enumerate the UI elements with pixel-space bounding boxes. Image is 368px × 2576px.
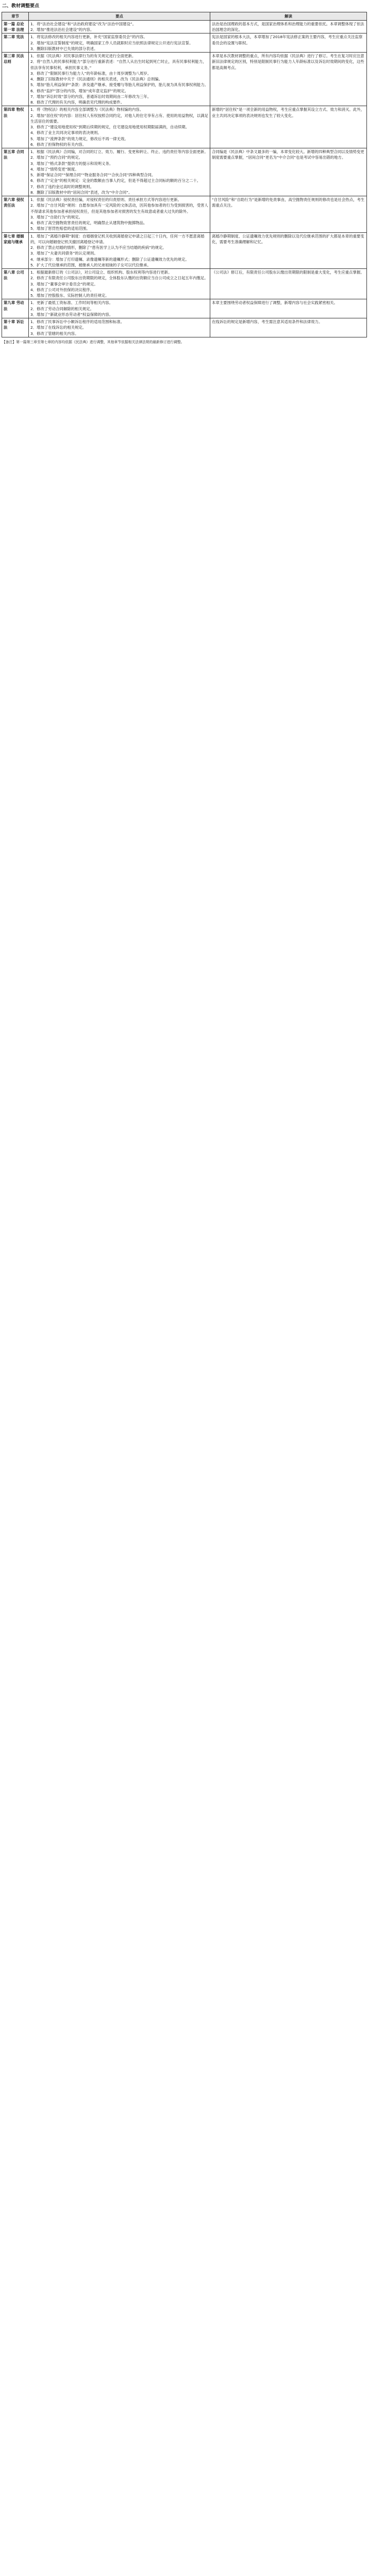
main-point-item: 1．依据《民法典》对民事法律行为的有关规定进行全面更新。 xyxy=(30,54,136,59)
chapter-cell: 第二章 宪法 xyxy=(2,33,29,53)
table-row xyxy=(2,269,367,299)
main-points-cell xyxy=(29,269,210,299)
main-point-item: 3．删除旧版教材中已失效的部分表述。 xyxy=(30,46,98,51)
table-row xyxy=(2,33,367,53)
interpretation-text: “自甘风险”和“自助行为”是新增的免责事由，高空抛物责任规则的修改也是社会热点，考生需重点关注。 xyxy=(212,197,365,208)
main-point-item: 4．修改了业主共同决定事项的表决规则。 xyxy=(30,130,102,135)
document-page xyxy=(0,0,368,348)
main-point-item: 2．修改了有限责任公司股东出资期限的规定，全体股东认缴的出资额应当自公司成立之日起五年内缴足。 xyxy=(30,276,208,281)
table-row xyxy=(2,196,367,233)
main-point-item: 4．继承部分：增加了打印遗嘱、录像遗嘱等新的遗嘱形式；删除了公证遗嘱效力优先的规定。 xyxy=(30,257,189,262)
main-point-item: 5．新增“保证合同”“保理合同”“物业服务合同”“合伙合同”四种典型合同。 xyxy=(30,173,156,178)
main-point-item: 4．删除了旧版教材中关于《民法通则》的相关表述，改为《民法典》总则编。 xyxy=(30,77,162,82)
interpretation-cell xyxy=(210,148,367,196)
main-points-cell xyxy=(29,318,210,337)
main-point-item: 4．修改了高空抛物致害责任的规定，明确禁止从建筑物中抛掷物品。 xyxy=(30,221,147,226)
main-points-cell xyxy=(29,33,210,53)
interpretation-text: 离婚冷静期制度、公证遗嘱效力优先规则的删除以及代位继承范围的扩大都是本章的重要变化，需要考生准确理解和记忆。 xyxy=(212,233,364,244)
interpretation-text: 本章主要围绕劳动者权益保障进行了调整，新增内容与社会实践紧密相关。 xyxy=(212,300,338,306)
chapter-cell: 第五章 合同法 xyxy=(2,148,29,196)
table-row xyxy=(2,53,367,106)
main-point-item: 8．修改了代理的有关内容，明确表见代理的构成要件。 xyxy=(30,100,125,105)
main-point-item: 2．增加“宪法宣誓制度”的规定，明确国家工作人员就职时应当依照法律规定公开进行宪法宣誓。 xyxy=(30,40,193,45)
main-point-item: 3．修改了“建设用地使用权”到期后续期的规定，住宅建设用地使用权期限届满的，自动续期。 xyxy=(30,125,189,130)
chapter-cell: 第九章 劳动法 xyxy=(2,299,29,318)
main-point-item: 1．修改了民事诉讼中小额诉讼程序的适用范围和标准。 xyxy=(30,319,125,325)
main-point-item: 6．修改“监护”部分的内容，增加“成年意定监护”的规定。 xyxy=(30,88,129,93)
interpretation-cell xyxy=(210,53,367,106)
interpretation-cell xyxy=(210,269,367,299)
main-point-item: 8．删除了旧版教材中的“居间合同”表述，改为“中介合同”。 xyxy=(30,190,132,195)
main-point-item: 3．增加了“夫妻共同债务”的认定规则。 xyxy=(30,251,98,256)
main-point-item: 3．增加了“董事会审计委员会”的规定。 xyxy=(30,281,98,286)
main-points-cell xyxy=(29,232,210,269)
interpretation-cell xyxy=(210,33,367,53)
interpretation-cell xyxy=(210,196,367,233)
main-points-cell xyxy=(29,106,210,148)
section-title: 二、教材调整要点 xyxy=(2,4,40,9)
chapter-cell: 第六章 侵权责任法 xyxy=(2,196,29,233)
main-point-item: 2．增加了“自甘风险”规则：自愿参加具有一定风险的文体活动，因其他参加者的行为受到损害的，受害人不得请求其他参加者承担侵权责任，但是其他参加者对损害的发生有故意或者重大过失的除外。 xyxy=(30,203,208,214)
main-point-item: 5．增加了“流押条款”的效力规定，修改后不再一律无效。 xyxy=(30,136,128,141)
main-point-item: 2．修改了劳动合同解除的相关规定。 xyxy=(30,306,94,311)
table-row xyxy=(2,20,367,33)
header-note: 解读 xyxy=(210,12,367,20)
main-point-item: 3．增加了“新就业形态劳动者”权益保障的内容。 xyxy=(30,312,113,317)
interpretation-text: 法治是治国理政的基本方式，是国家治理体系和治理能力的重要依托。本章调整体现了依法治国理念的深化。 xyxy=(212,21,364,32)
interpretation-text: 在线诉讼的规定是新增内容，考生需注意其适用条件和法律效力。 xyxy=(212,319,323,325)
main-point-item: 2．增加“推进法治社会建设”的内容。 xyxy=(30,27,94,32)
table-row xyxy=(2,299,367,318)
main-point-item: 1．将《物权法》的相关内容全部调整为《民法典》物权编的内容。 xyxy=(30,107,144,112)
chapter-cell: 第七章 婚姻家庭与继承 xyxy=(2,232,29,269)
table-row xyxy=(2,148,367,196)
interpretation-cell xyxy=(210,20,367,33)
main-point-item: 1．依据《民法典》侵权责任编，对侵权责任的归责原则、责任承担方式等内容进行更新。 xyxy=(30,197,181,202)
interpretation-cell xyxy=(210,106,367,148)
main-point-item: 1．根据《民法典》合同编，对合同的订立、效力、履行、变更和转让、终止、违约责任等内容全面更新。 xyxy=(30,149,208,155)
header-chapter: 章节 xyxy=(2,12,29,20)
main-point-item: 5．增加了控股股东、实际控制人的责任规定。 xyxy=(30,293,109,298)
interpretation-text: 合同编是《民法典》中条文最多的一编，本章变化较大。新增的四种典型合同以及情势变更制度需要重点掌握，“居间合同”更名为“中介合同”也是考试中容易出错的地方。 xyxy=(212,149,364,160)
table-row xyxy=(2,232,367,269)
main-point-item: 3．修改了管辖的相关内容。 xyxy=(30,331,79,336)
main-point-item: 2．修改了禁止结婚的情形，删除了“患有医学上认为不应当结婚的疾病”的规定。 xyxy=(30,245,166,250)
chapter-cell: 第八章 公司法 xyxy=(2,269,29,299)
interpretation-text: 本章是本次教材调整的重点，所有内容均依据《民法典》进行了修订。考生在复习时应注意新旧法律规定的区别，特别是限制民事行为能力人年龄标准以及诉讼时效期间的变化，这些都是高频考点。 xyxy=(212,54,364,70)
interpretation-text: 宪法是国家的根本大法，本章增加了2018年宪法修正案的主要内容，考生应重点关注监察委员会的设置与职权。 xyxy=(212,35,363,45)
table-row xyxy=(2,106,367,148)
main-point-item: 5．增加了惩罚性赔偿的适用范围。 xyxy=(30,226,90,231)
main-point-item: 4．修改了公司对外担保的决议程序。 xyxy=(30,287,94,292)
main-points-cell xyxy=(29,20,210,33)
main-point-item: 7．增加“诉讼时效”部分的内容，普通诉讼时效期间由二年修改为三年。 xyxy=(30,94,152,99)
main-point-item: 1．将宪法修改的相关内容进行更新，补充“国家监察委员会”的内容。 xyxy=(30,35,147,40)
header-main: 要点 xyxy=(29,12,210,20)
main-point-item: 2．增加了“预约合同”的规定。 xyxy=(30,155,83,160)
main-point-item: 1．将“法治社会建设”和“法治政府建设”改为“法治中国建设”。 xyxy=(30,21,137,26)
main-points-cell xyxy=(29,53,210,106)
main-point-item: 6．修改了担保物权的有关内容。 xyxy=(30,142,87,147)
main-points-cell xyxy=(29,148,210,196)
changes-table xyxy=(2,12,367,337)
chapter-cell: 第十章 诉讼法 xyxy=(2,318,29,337)
main-points-cell xyxy=(29,299,210,318)
table-body xyxy=(2,20,367,337)
main-point-item: 1．增加了“离婚冷静期”制度：自婚姻登记机关收到离婚登记申请之日起三十日内，任何一方不愿意离婚的，可以向婚姻登记机关撤回离婚登记申请。 xyxy=(30,233,205,244)
interpretation-text: 新增的“居住权”是一项全新的用益物权，考生应重点掌握其设立方式、效力和消灭。此外，业主共同决定事项的表决规则也发生了较大变化。 xyxy=(212,107,364,118)
interpretation-cell xyxy=(210,232,367,269)
main-point-item: 4．增加了“情势变更”制度。 xyxy=(30,166,79,172)
chapter-cell: 第一篇 总论第一章 法理 xyxy=(2,20,29,33)
table-header-row xyxy=(2,12,367,20)
main-point-item: 1．更新了最低工资标准、工作时间等相关内容。 xyxy=(30,300,113,306)
chapter-cell: 第四章 物权法 xyxy=(2,106,29,148)
main-point-item: 5．扩大了代位继承的范围，被继承人的兄弟姐妹的子女可以代位继承。 xyxy=(30,262,151,267)
main-point-item: 3．增加了“自助行为”的规定。 xyxy=(30,214,83,219)
main-point-item: 3．修改了“限制民事行为能力人”的年龄标准，由十周岁调整为八周岁。 xyxy=(30,71,152,76)
interpretation-cell xyxy=(210,299,367,318)
chapter-cell: 第三章 民法总则 xyxy=(2,53,29,106)
interpretation-cell xyxy=(210,318,367,337)
main-point-item: 6．修改了“定金”的相关规定：定金的数额由当事人约定，但是不得超过主合同标的额的百分之二十。 xyxy=(30,178,201,183)
interpretation-text: 《公司法》修订后，有限责任公司股东认缴出资期限的限制是重大变化，考生应重点掌握。 xyxy=(212,270,364,275)
main-points-cell xyxy=(29,196,210,233)
main-point-item: 2．增加了在线诉讼的相关规定。 xyxy=(30,325,87,330)
main-point-item: 1．根据最新修订的《公司法》，对公司设立、组织机构、股东权利等内容进行更新。 xyxy=(30,270,172,275)
footnote: 【备注】第一篇第三章至第七章的内容均依据《民法典》进行调整，其他章节依据相关法律法规的最新修订进行调整。 xyxy=(2,340,185,344)
table-row xyxy=(2,318,367,337)
main-point-item: 3．增加了“格式条款”提供方的提示和说明义务。 xyxy=(30,161,113,166)
main-point-item: 2．增加“居住权”的内容：居住权人有权按照合同约定，对他人的住宅享有占有、使用的用益物权，以满足生活居住的需要。 xyxy=(30,113,208,124)
main-point-item: 5．增加“胎儿利益保护”条款：涉及遗产继承、接受赠与等胎儿利益保护的，胎儿视为具有民事权利能力。 xyxy=(30,82,208,88)
main-point-item: 2．将“自然人的民事权利能力”部分进行重新表述：“自然人从出生时起到死亡时止，具有民事权利能力，依法享有民事权利，承担民事义务。” xyxy=(30,59,207,70)
main-point-item: 7．修改了违约金过高时的调整规则。 xyxy=(30,184,94,189)
